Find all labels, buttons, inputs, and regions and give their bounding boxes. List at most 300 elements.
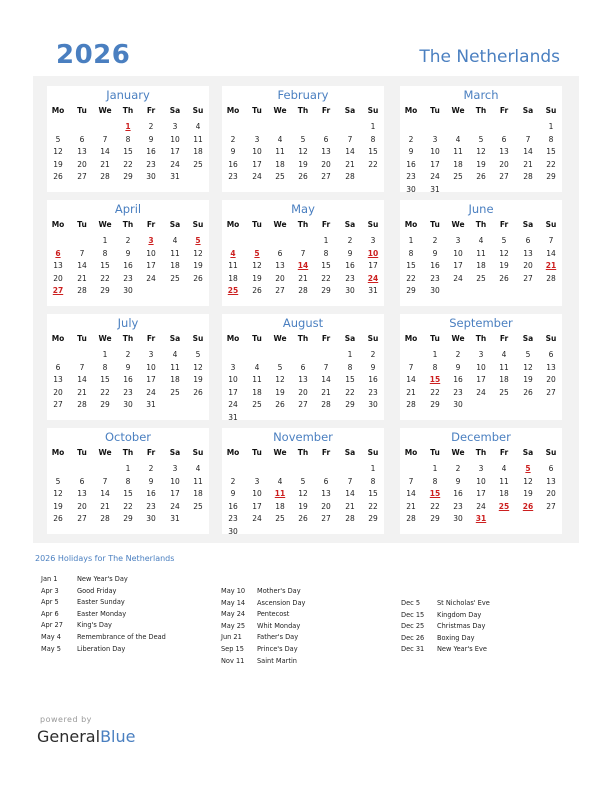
day-cell: 30 [345,286,355,295]
holiday-name: Liberation Day [77,644,126,653]
holiday-day-cell: 31 [475,514,487,523]
day-cell: 30 [368,400,378,409]
weekday-header: Th [122,106,134,115]
day-cell: 29 [406,286,416,295]
weekday-header: Su [545,448,557,457]
weekday-header: Su [367,334,379,343]
day-cell: 25 [252,400,262,409]
month-november [222,428,384,534]
day-cell: 18 [275,501,285,511]
day-cell: 16 [146,489,156,498]
day-cell: 24 [476,387,486,397]
day-cell: 21 [100,159,110,169]
weekday-header: We [98,334,112,343]
holiday-name: Kingdom Day [437,610,482,619]
day-cell: 2 [347,236,353,245]
day-cell: 29 [123,514,133,523]
day-cell: 4 [277,134,283,144]
day-cell: 17 [476,375,486,384]
day-cell: 8 [370,134,376,144]
day-cell: 9 [125,248,131,258]
day-cell: 26 [298,172,308,181]
holiday-day-cell: 14 [297,261,309,270]
day-cell: 7 [79,248,85,258]
day-cell: 4 [478,236,484,245]
day-cell: 6 [277,248,283,258]
day-cell: 8 [432,362,438,372]
day-cell: 11 [170,248,180,258]
day-cell: 30 [123,286,133,295]
weekday-header: We [98,220,112,229]
brand-logo[interactable] [37,727,135,746]
day-cell: 24 [228,400,238,409]
day-cell: 22 [368,501,378,511]
month-october [47,428,209,534]
month-name: June [468,202,494,216]
day-cell: 18 [170,375,180,384]
day-cell: 13 [499,147,509,156]
day-cell: 6 [501,134,507,144]
day-cell: 17 [368,261,378,270]
day-cell: 21 [523,159,533,169]
day-cell: 24 [252,172,262,181]
day-cell: 24 [170,501,180,511]
day-cell: 6 [323,476,329,486]
month-september [400,314,562,420]
day-cell: 10 [170,476,180,486]
holiday-date: Dec 5 [401,599,421,607]
day-cell: 19 [476,159,486,169]
weekday-header: Su [367,448,379,457]
month-july [47,314,209,420]
weekday-header: Mo [226,334,240,343]
weekday-header: Th [297,334,309,343]
day-cell: 30 [406,184,416,194]
day-cell: 9 [455,476,461,486]
day-cell: 28 [100,172,110,181]
day-cell: 18 [499,489,509,498]
day-cell: 29 [546,172,556,181]
weekday-header: We [451,220,465,229]
day-cell: 18 [193,489,203,498]
day-cell: 4 [501,464,507,473]
day-cell: 16 [368,375,378,384]
day-cell: 12 [523,362,533,372]
day-cell: 13 [321,489,331,498]
day-cell: 17 [453,261,463,270]
day-cell: 14 [345,147,355,156]
day-cell: 14 [100,489,110,498]
holiday-day-cell: 15 [429,489,441,498]
day-cell: 27 [275,286,285,295]
day-cell: 8 [432,476,438,486]
weekday-header: Th [297,448,309,457]
day-cell: 28 [298,286,308,295]
month-name: February [277,88,329,102]
day-cell: 3 [172,464,178,473]
day-cell: 14 [321,375,331,384]
day-cell: 13 [77,489,87,498]
day-cell: 12 [298,147,308,156]
day-cell: 2 [148,122,154,131]
day-cell: 12 [193,248,203,258]
day-cell: 28 [321,400,331,409]
weekday-header: Sa [522,334,534,343]
weekday-header: Tu [77,220,87,229]
day-cell: 7 [79,362,85,372]
month-name: November [273,430,333,444]
holiday-name: St Nicholas' Eve [437,599,490,607]
day-cell: 17 [146,375,156,384]
day-cell: 15 [100,261,110,270]
weekday-header: Tu [430,334,440,343]
day-cell: 27 [499,172,509,181]
day-cell: 12 [499,248,509,258]
day-cell: 7 [548,236,554,245]
day-cell: 29 [345,400,355,409]
day-cell: 3 [455,236,461,245]
day-cell: 16 [228,159,238,169]
day-cell: 2 [455,350,461,359]
weekday-header: Fr [146,106,156,115]
day-cell: 21 [100,501,110,511]
day-cell: 15 [546,147,556,156]
day-cell: 27 [523,273,533,283]
day-cell: 2 [230,134,236,144]
weekday-header: We [273,220,287,229]
weekday-header: Tu [252,106,262,115]
holiday-name: Ascension Day [257,598,306,607]
holiday-day-cell: 27 [52,286,64,295]
day-cell: 21 [345,159,355,169]
day-cell: 5 [195,350,201,359]
day-cell: 20 [77,501,87,511]
weekday-header: Th [475,448,487,457]
day-cell: 6 [55,362,61,372]
weekday-header: Mo [51,448,65,457]
weekday-header: Mo [51,106,65,115]
day-cell: 22 [406,273,416,283]
holiday-date: May 14 [221,598,246,607]
day-cell: 11 [170,362,180,372]
holiday-name: Easter Sunday [77,598,125,607]
day-cell: 25 [476,273,486,283]
day-cell: 1 [102,236,108,245]
day-cell: 14 [77,375,87,384]
holiday-name: Remembrance of the Dead [77,633,166,641]
day-cell: 26 [275,400,285,409]
weekday-header: Su [545,220,557,229]
month-name: December [451,430,511,444]
day-cell: 17 [252,501,262,511]
day-cell: 15 [100,375,110,384]
weekday-header: Su [545,106,557,115]
day-cell: 16 [123,261,133,270]
day-cell: 7 [347,476,353,486]
weekday-header: Tu [77,106,87,115]
day-cell: 11 [499,476,509,486]
day-cell: 23 [430,273,440,283]
day-cell: 5 [501,236,507,245]
day-cell: 9 [370,362,376,372]
weekday-header: Th [122,220,134,229]
holiday-name: Good Friday [77,586,117,595]
day-cell: 27 [298,400,308,409]
month-january [47,86,209,192]
weekday-header: Su [192,448,204,457]
day-cell: 6 [548,350,554,359]
day-cell: 1 [548,122,554,131]
day-cell: 25 [499,387,509,397]
day-cell: 2 [148,464,154,473]
day-cell: 7 [347,134,353,144]
day-cell: 17 [170,147,180,156]
day-cell: 1 [432,350,438,359]
day-cell: 16 [430,261,440,270]
day-cell: 26 [193,273,203,283]
day-cell: 23 [406,172,416,181]
day-cell: 1 [370,122,376,131]
day-cell: 26 [523,387,533,397]
day-cell: 2 [230,476,236,486]
day-cell: 2 [455,464,461,473]
day-cell: 1 [347,350,353,359]
weekday-header: Mo [226,220,240,229]
day-cell: 6 [79,476,85,486]
day-cell: 20 [523,261,533,270]
day-cell: 20 [77,159,87,169]
day-cell: 20 [546,375,556,384]
day-cell: 24 [430,172,440,181]
holiday-day-cell: 25 [227,286,239,295]
day-cell: 3 [254,476,260,486]
day-cell: 25 [193,501,203,511]
weekday-header: Fr [146,448,156,457]
holiday-date: Apr 5 [41,598,59,607]
day-cell: 12 [193,362,203,372]
day-cell: 10 [146,362,156,372]
weekday-header: Mo [404,106,418,115]
day-cell: 14 [406,375,416,384]
day-cell: 12 [476,147,486,156]
day-cell: 2 [408,134,414,144]
day-cell: 3 [370,236,376,245]
weekday-header: Su [367,106,379,115]
day-cell: 5 [478,134,484,144]
day-cell: 6 [323,134,329,144]
weekday-header: Mo [404,448,418,457]
holiday-day-cell: 25 [498,501,510,511]
day-cell: 26 [193,387,203,397]
holiday-name: Easter Monday [77,609,127,618]
holiday-name: King's Day [77,621,112,630]
holiday-date: Sep 15 [221,645,244,653]
weekday-header: We [451,106,465,115]
holidays-title: 2026 Holidays for The Netherlands [35,554,175,563]
day-cell: 29 [123,172,133,181]
holiday-day-cell: 15 [429,375,441,384]
weekday-header: Mo [51,334,65,343]
day-cell: 8 [347,362,353,372]
day-cell: 31 [170,514,180,523]
day-cell: 20 [321,159,331,169]
day-cell: 11 [252,375,262,384]
brand-blue: Blue [100,727,136,746]
month-march [400,86,562,192]
day-cell: 4 [455,134,461,144]
weekday-header: Tu [252,220,262,229]
day-cell: 10 [430,147,440,156]
day-cell: 27 [77,514,87,523]
weekday-header: Mo [404,334,418,343]
day-cell: 13 [546,362,556,372]
weekday-header: Tu [430,448,440,457]
day-cell: 19 [53,159,63,169]
day-cell: 26 [252,286,262,295]
day-cell: 22 [430,387,440,397]
country-title: The Netherlands [419,47,560,67]
weekday-header: Mo [404,220,418,229]
day-cell: 13 [53,261,63,270]
day-cell: 14 [406,489,416,498]
holiday-name: Whit Monday [257,621,301,630]
day-cell: 27 [321,514,331,523]
holiday-date: May 4 [41,633,61,641]
day-cell: 9 [408,147,414,156]
weekday-header: Sa [169,334,181,343]
holiday-day-cell: 6 [55,248,61,258]
day-cell: 20 [298,387,308,397]
weekday-header: Fr [499,106,509,115]
day-cell: 13 [77,147,87,156]
weekday-header: Th [475,220,487,229]
weekday-header: Sa [522,220,534,229]
day-cell: 17 [228,387,238,397]
day-cell: 28 [345,514,355,523]
day-cell: 16 [453,375,463,384]
weekday-header: Mo [226,448,240,457]
day-cell: 11 [453,147,463,156]
day-cell: 11 [193,476,203,486]
day-cell: 3 [432,134,438,144]
day-cell: 20 [546,489,556,498]
day-cell: 21 [321,387,331,397]
holiday-date: Jun 21 [221,633,242,642]
month-february [222,86,384,192]
weekday-header: Th [475,334,487,343]
weekday-header: Mo [51,220,65,229]
day-cell: 18 [170,261,180,270]
day-cell: 31 [368,286,378,295]
day-cell: 25 [170,387,180,397]
day-cell: 22 [100,273,110,283]
day-cell: 14 [546,248,556,258]
month-june [400,200,562,306]
day-cell: 1 [432,464,438,473]
day-cell: 8 [125,476,131,486]
day-cell: 30 [453,400,463,409]
day-cell: 14 [345,489,355,498]
day-cell: 10 [453,248,463,258]
holiday-day-cell: 4 [230,248,236,258]
weekday-header: We [451,334,465,343]
day-cell: 22 [100,387,110,397]
day-cell: 21 [406,501,416,511]
day-cell: 3 [230,362,236,372]
day-cell: 29 [430,400,440,409]
holiday-name: Pentecost [257,610,290,619]
day-cell: 19 [523,489,533,498]
weekday-header: Th [475,106,487,115]
day-cell: 13 [275,261,285,270]
weekday-header: Mo [226,106,240,115]
day-cell: 5 [300,134,306,144]
day-cell: 19 [499,261,509,270]
weekday-header: Fr [499,220,509,229]
day-cell: 22 [345,387,355,397]
day-cell: 13 [298,375,308,384]
day-cell: 27 [546,501,556,511]
day-cell: 11 [193,134,203,144]
day-cell: 22 [430,501,440,511]
day-cell: 6 [525,236,531,245]
weekday-header: Sa [169,220,181,229]
day-cell: 28 [406,514,416,523]
day-cell: 31 [170,172,180,181]
month-name: May [291,202,315,216]
powered-by-label: powered by [40,715,92,724]
month-name: July [117,316,139,330]
day-cell: 15 [368,147,378,156]
day-cell: 24 [252,514,262,523]
day-cell: 19 [523,375,533,384]
day-cell: 11 [499,362,509,372]
day-cell: 5 [300,476,306,486]
day-cell: 8 [408,248,414,258]
day-cell: 28 [406,400,416,409]
day-cell: 21 [345,501,355,511]
day-cell: 17 [252,159,262,169]
month-name: August [282,316,324,330]
day-cell: 5 [277,362,283,372]
day-cell: 23 [146,501,156,511]
day-cell: 14 [77,261,87,270]
day-cell: 4 [172,350,178,359]
weekday-header: Tu [77,448,87,457]
day-cell: 17 [146,261,156,270]
day-cell: 29 [368,514,378,523]
day-cell: 7 [102,476,108,486]
day-cell: 20 [275,273,285,283]
day-cell: 21 [77,387,87,397]
day-cell: 11 [476,248,486,258]
holiday-date: Nov 11 [221,656,245,665]
day-cell: 17 [170,489,180,498]
day-cell: 8 [548,134,554,144]
day-cell: 2 [432,236,438,245]
day-cell: 18 [275,159,285,169]
day-cell: 28 [77,400,87,409]
holiday-day-cell: 5 [195,236,201,245]
day-cell: 3 [478,350,484,359]
day-cell: 10 [476,476,486,486]
weekday-header: Sa [522,106,534,115]
day-cell: 4 [195,122,201,131]
day-cell: 19 [193,375,203,384]
weekday-header: Tu [252,334,262,343]
day-cell: 28 [100,514,110,523]
day-cell: 23 [228,172,238,181]
